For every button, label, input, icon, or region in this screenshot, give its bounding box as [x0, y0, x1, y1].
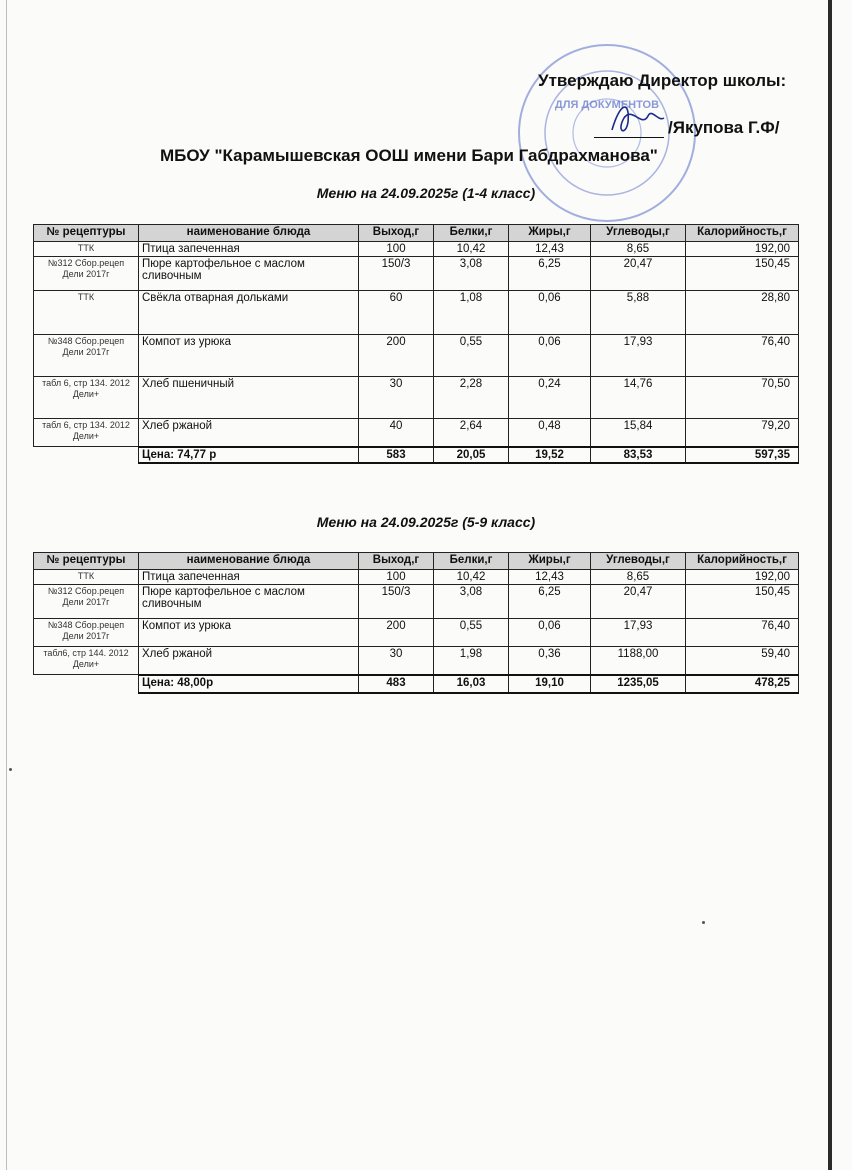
signature-line: [594, 118, 779, 138]
signer-name: /Якупова Г.Ф/: [668, 118, 780, 137]
total-row: Цена: 48,00р 483 16,03 19,10 1235,05 478,25: [34, 675, 799, 693]
table-row: ТТК Птица запеченная 100 10,42 12,43 8,65 192,00: [34, 570, 799, 585]
menu-title-5-9: Меню на 24.09.2025г (5-9 класс): [316, 514, 536, 530]
col-dish: наименование блюда: [139, 553, 359, 570]
table-row: №348 Сбор.рецеп Дели 2017г Компот из урюка 200 0,55 0,06 17,93 76,40: [34, 619, 799, 647]
scan-border-right: [828, 0, 832, 1170]
total-row: Цена: 74,77 р 583 20,05 19,52 83,53 597,35: [34, 447, 799, 463]
col-fat: Жиры,г: [509, 553, 591, 570]
price: Цена: 48,00р: [139, 675, 359, 693]
table-row: табл6, стр 144. 2012 Дели+ Хлеб ржаной 30 1,98 0,36 1188,00 59,40: [34, 647, 799, 675]
table-header: [34, 553, 799, 570]
menu-table-1-4: [33, 224, 799, 464]
col-calories: Калорийность,г: [686, 225, 799, 242]
col-carbs: Углеводы,г: [591, 553, 686, 570]
col-output: Выход,г: [359, 225, 434, 242]
col-protein: Белки,г: [434, 225, 509, 242]
col-fat: Жиры,г: [509, 225, 591, 242]
col-carbs: Углеводы,г: [591, 225, 686, 242]
col-output: Выход,г: [359, 553, 434, 570]
scan-speck: [702, 921, 705, 924]
stamp-text: ДЛЯ ДОКУМЕНТОВ: [554, 99, 660, 111]
scan-speck: [9, 768, 12, 771]
col-calories: Калорийность,г: [686, 553, 799, 570]
approval-title: Утверждаю Директор школы:: [538, 71, 787, 90]
table-row: №312 Сбор.рецеп Дели 2017г Пюре картофельное с маслом сливочным 150/3 3,08 6,25 20,47 150,45: [34, 585, 799, 619]
table-row: ТТК Птица запеченная 100 10,42 12,43 8,65 192,00: [34, 242, 799, 257]
table-row: табл 6, стр 134. 2012 Дели+ Хлеб пшеничный 30 2,28 0,24 14,76 70,50: [34, 377, 799, 419]
col-dish: наименование блюда: [139, 225, 359, 242]
table-header: [34, 225, 799, 242]
menu-table-5-9: [33, 552, 799, 694]
price: Цена: 74,77 р: [139, 447, 359, 463]
page-edge-left: [6, 0, 7, 1170]
col-recipe: № рецептуры: [34, 553, 139, 570]
table-row: табл 6, стр 134. 2012 Дели+ Хлеб ржаной 40 2,64 0,48 15,84 79,20: [34, 419, 799, 447]
table-row: №348 Сбор.рецеп Дели 2017г Компот из урюка 200 0,55 0,06 17,93 76,40: [34, 335, 799, 377]
organization-title: МБОУ "Карамышевская ООШ имени Бари Габдрахманова": [160, 146, 658, 165]
col-recipe: № рецептуры: [34, 225, 139, 242]
col-protein: Белки,г: [434, 553, 509, 570]
menu-title-1-4: Меню на 24.09.2025г (1-4 класс): [316, 185, 536, 201]
table-row: ТТК Свёкла отварная дольками 60 1,08 0,06 5,88 28,80: [34, 291, 799, 335]
table-row: №312 Сбор.рецеп Дели 2017г Пюре картофельное с маслом сливочным 150/3 3,08 6,25 20,47 150,45: [34, 257, 799, 291]
